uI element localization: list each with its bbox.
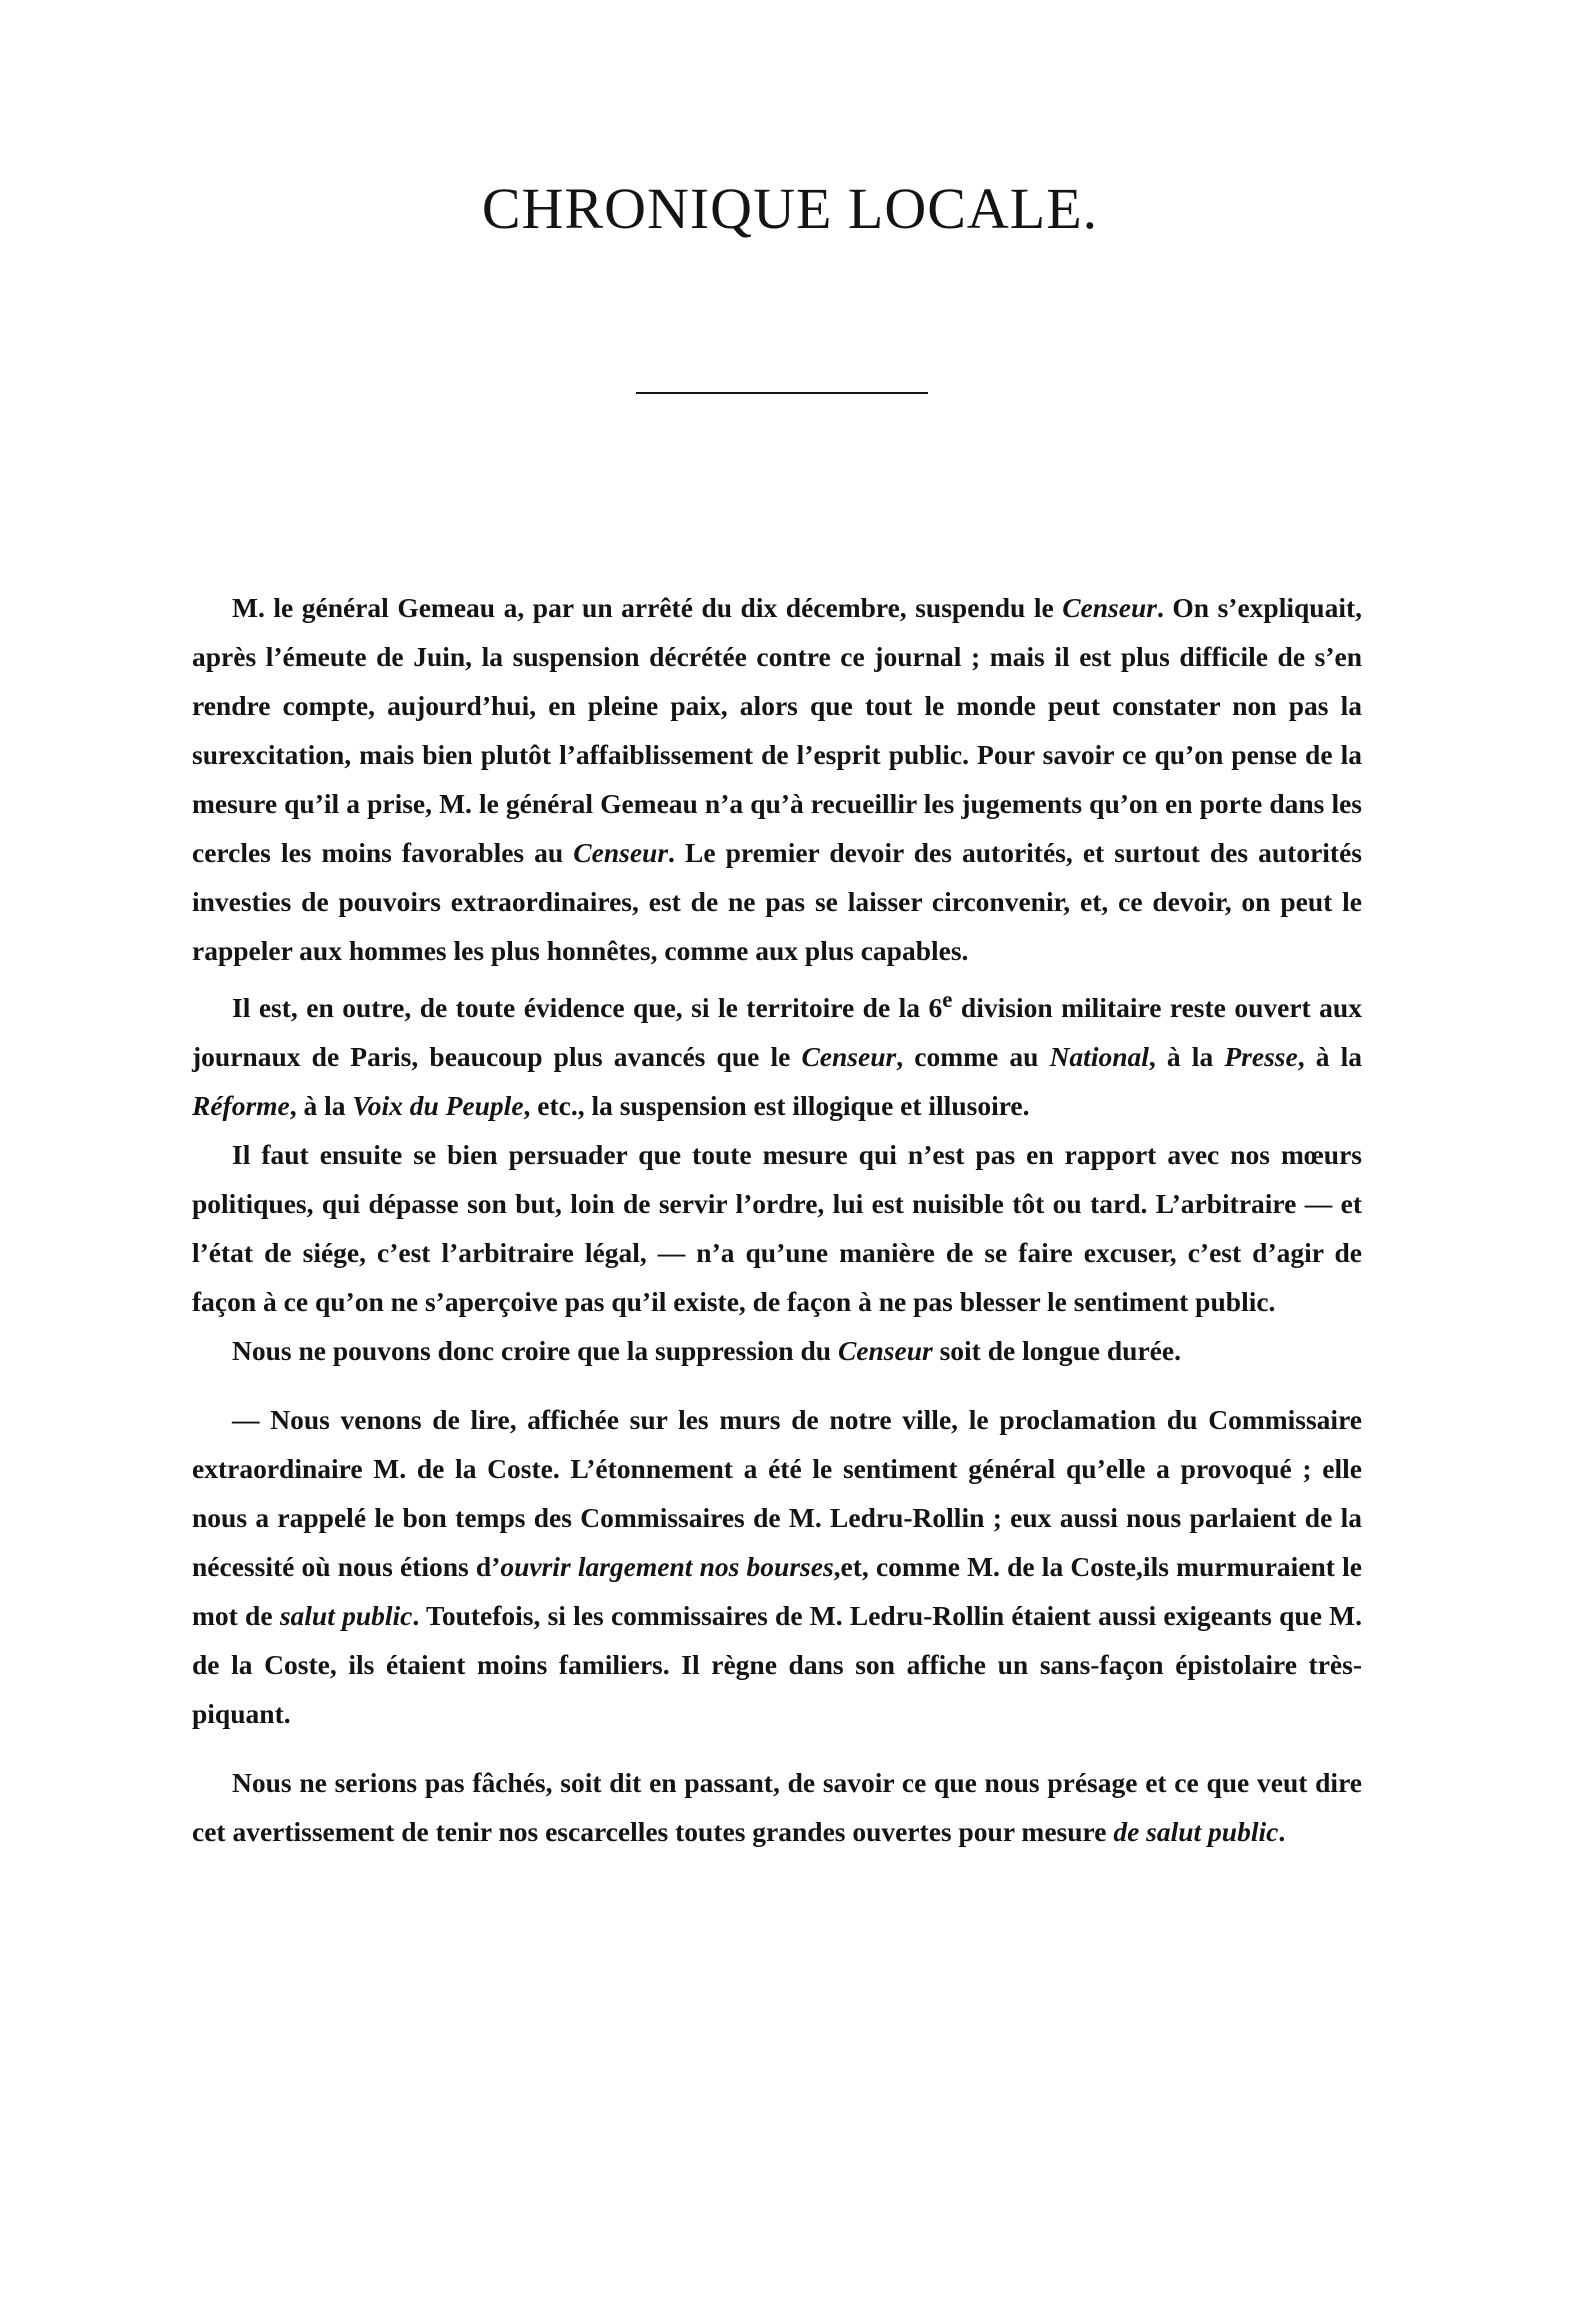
italic-text: Censeur bbox=[801, 1041, 897, 1073]
text-run: , à la bbox=[1148, 1041, 1225, 1073]
text-run: soit de longue durée. bbox=[932, 1335, 1181, 1367]
paragraph bbox=[192, 1758, 1362, 1856]
italic-text: National bbox=[1049, 1041, 1149, 1073]
italic-text: Censeur bbox=[573, 837, 669, 868]
text-run: Il est, en outre, de toute évidence que, si le territoire de la 6 bbox=[232, 992, 943, 1024]
text-run: division militaire reste ouvert aux journaux de Paris, beaucoup plus avancés que le bbox=[192, 992, 1362, 1073]
italic-text: Réforme bbox=[192, 1090, 290, 1122]
paragraph bbox=[192, 1395, 1362, 1738]
paragraph bbox=[192, 975, 1362, 1130]
text-run: , à la bbox=[1297, 1041, 1362, 1073]
italic-text: salut public bbox=[279, 1600, 413, 1632]
article-body bbox=[192, 583, 1362, 1856]
text-run: . On s’expliquait, après l’émeute de Juin, la suspension décrétée contre ce journal ; mais il est plus difficile de s’en rendre compte, aujourd’hui, en pleine paix, alors que tout le monde peut constater non pas la surexcitation, mais bien plutôt l’affaiblissement de l’esprit public. Pour savoir ce qu’on pense de la mesure qu’il a prise, M. le général Gemeau n’a qu’à recueillir les jugements qu’on en porte dans les cercles les moins favorables au bbox=[192, 592, 1362, 868]
italic-text: Censeur bbox=[837, 1335, 933, 1367]
text-run: , comme au bbox=[896, 1041, 1050, 1073]
text-run: — Nous venons de lire, affichée sur les murs de notre ville, le proclamation du Commissaire extraordinaire M. de la Coste. L’étonnement a été le sentiment général qu’elle a provoqué ; elle nous a rappelé le bon temps des Commissaires de M. Ledru-Rollin ; eux aussi nous parlaient de la nécessité où nous étions d’ bbox=[192, 1404, 1362, 1583]
paragraph bbox=[192, 1326, 1362, 1375]
paragraph bbox=[192, 1130, 1362, 1326]
page-title: CHRONIQUE LOCALE. bbox=[481, 176, 1099, 241]
superscript-text: e bbox=[942, 987, 953, 1012]
text-run: Nous ne serions pas fâchés, soit dit en passant, de savoir ce que nous présage et ce que veut dire cet avertissement de tenir nos escarcelles toutes grandes ouvertes pour mesure bbox=[192, 1767, 1362, 1848]
italic-text: Voix du Peuple bbox=[352, 1090, 524, 1122]
italic-text: Censeur bbox=[1062, 592, 1157, 623]
text-run: . Le premier devoir des autorités, et surtout des autorités investies de pouvoirs extraordinaires, est de ne pas se laisser circonvenir, et, ce devoir, on peut le rappeler aux hommes les plus honnêtes, comme aux plus capables. bbox=[192, 837, 1362, 966]
title-divider bbox=[636, 392, 928, 394]
text-run: . bbox=[1278, 1816, 1286, 1848]
italic-text: Presse bbox=[1224, 1041, 1298, 1073]
text-run: ,et, comme M. de la Coste,ils murmuraient le mot de bbox=[192, 1551, 1362, 1632]
text-run: . Toutefois, si les commissaires de M. Ledru-Rollin étaient aussi exigeants que M. de la Coste, ils étaient moins familiers. Il règne dans son affiche un sans-façon épistolaire très-piquant. bbox=[192, 1600, 1362, 1730]
italic-text: ouvrir largement nos bourses bbox=[500, 1551, 834, 1583]
text-run: , etc., la suspension est illogique et illusoire. bbox=[523, 1090, 1030, 1122]
text-run: , à la bbox=[289, 1090, 353, 1122]
text-run: M. le général Gemeau a, par un arrêté du dix décembre, suspendu le bbox=[232, 592, 1063, 623]
text-run: Nous ne pouvons donc croire que la suppression du bbox=[232, 1335, 838, 1367]
paragraph bbox=[192, 583, 1362, 975]
text-run: Il faut ensuite se bien persuader que toute mesure qui n’est pas en rapport avec nos mœurs politiques, qui dépasse son but, loin de servir l’ordre, lui est nuisible tôt ou tard. L’arbitraire — et l’état de siége, c’est l’arbitraire légal, — n’a qu’une manière de se faire excuser, c’est d’agir de façon à ce qu’on ne s’aperçoive pas qu’il existe, de façon à ne pas blesser le sentiment public. bbox=[192, 1139, 1362, 1318]
italic-text: de salut public bbox=[1113, 1816, 1279, 1848]
